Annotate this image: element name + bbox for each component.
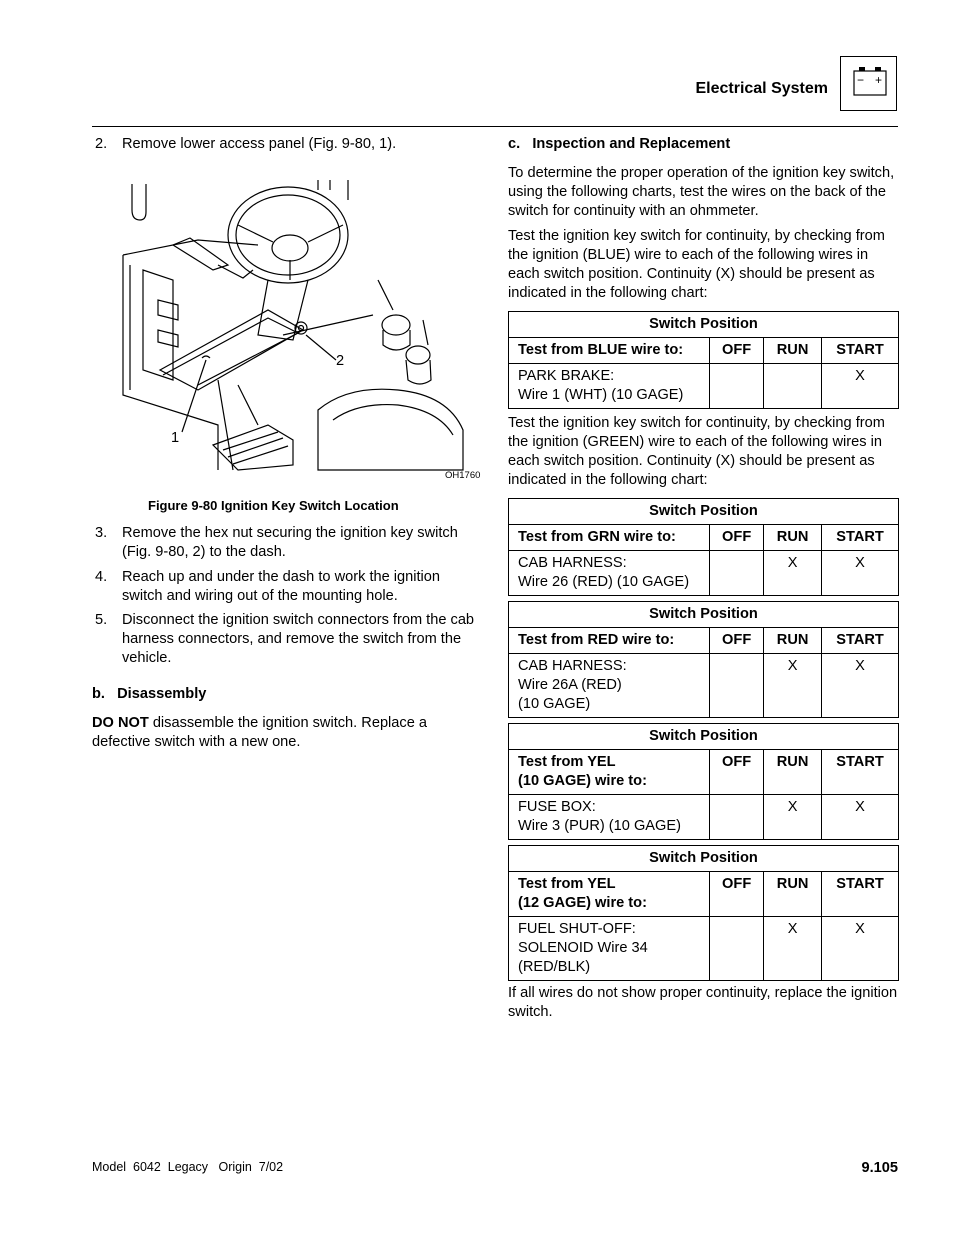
off-cell [710,364,764,409]
switch-table-red [508,601,899,718]
start-cell: X [822,795,899,840]
test-from-label: Test from GRN wire to: [509,525,710,551]
step-2-number: 2. [95,136,108,152]
switch-position-header: Switch Position [509,846,899,872]
wire-line-2: Wire 26 (RED) (10 GAGE) [518,574,690,590]
switch-table-yel-10 [508,723,899,840]
test-from-line-2: (12 GAGE) wire to: [518,895,647,911]
run-cell: X [764,795,822,840]
start-header: START [822,872,899,917]
wire-cell [509,364,710,409]
figure-caption: Figure 9-80 Ignition Key Switch Location [148,498,399,513]
off-header: OFF [710,525,764,551]
start-header: START [822,338,899,364]
wire-line-2: Wire 1 (WHT) (10 GAGE) [518,387,684,403]
start-cell: X [822,551,899,596]
disassembly-text: disassemble the ignition switch. Replace a defective switch with a new one. [92,715,428,750]
figure-code: OH1760 [445,470,481,481]
run-cell: X [764,551,822,596]
off-cell [710,654,764,718]
wire-cell [509,551,710,596]
wire-line-1: FUEL SHUT-OFF: [518,921,636,937]
wire-line-1: CAB HARNESS: [518,658,627,674]
wire-cell [509,654,710,718]
start-cell: X [822,654,899,718]
figure-callout-1: 1 [171,430,180,446]
run-header: RUN [764,628,822,654]
run-header: RUN [764,525,822,551]
battery-plus-icon: + [875,73,883,87]
blue-test-paragraph: Test the ignition key switch for continuity, by checking from the ignition (BLUE) wire to each of the following wires in each switch position. Continuity (X) should be present as indicated in the following chart: [508,228,885,301]
battery-icon [840,56,897,111]
switch-table-green [508,498,899,596]
switch-table-yel-12 [508,845,899,981]
off-header: OFF [710,872,764,917]
green-test-paragraph: Test the ignition key switch for continuity, by checking from the ignition (GREEN) wire to each of the following wires in each switch position. Continuity (X) should be present as indicated in the following chart: [508,415,885,488]
start-cell: X [822,917,899,981]
test-from-label [509,872,710,917]
step-2 [95,135,485,155]
run-cell [764,364,822,409]
test-from-label [509,750,710,795]
wire-line-2: Wire 26A (RED) [518,677,622,693]
start-cell: X [822,364,899,409]
section-title: Electrical System [695,80,828,97]
off-header: OFF [710,338,764,364]
step-4 [95,568,485,608]
wire-line-1: PARK BRAKE: [518,368,615,384]
step-3 [95,524,485,564]
inspection-heading: c. Inspection and Replacement [508,136,731,152]
disassembly-paragraph [92,714,482,752]
run-header: RUN [764,750,822,795]
wire-line-3: (RED/BLK) [518,959,591,975]
header-rule [92,126,898,127]
test-from-label: Test from BLUE wire to: [509,338,710,364]
off-cell [710,917,764,981]
intro-paragraph: To determine the proper operation of the ignition key switch, using the following charts, test the wires on the back of the switch for continuity with an ohmmeter. [508,165,895,219]
test-from-line-1: Test from YEL [518,754,616,770]
wire-line-3: (10 GAGE) [518,696,591,712]
step-3-number: 3. [95,525,108,541]
wire-line-1: CAB HARNESS: [518,555,627,571]
closing-paragraph: If all wires do not show proper continuity, replace the ignition switch. [508,985,898,1020]
start-header: START [822,750,899,795]
step-5-text: Disconnect the ignition switch connectors from the cab harness connectors, and remove the switch from the vehicle. [122,612,475,666]
wire-line-1: FUSE BOX: [518,799,596,815]
figure-illustration [118,170,483,485]
page-number: 9.105 [861,1160,898,1176]
off-cell [710,795,764,840]
footer-model-info: Model 6042 Legacy Origin 7/02 [92,1160,284,1174]
run-header: RUN [764,338,822,364]
wire-line-2: SOLENOID Wire 34 [518,940,648,956]
step-5-number: 5. [95,612,108,628]
step-4-text: Reach up and under the dash to work the ignition switch and wiring out of the mounting hole. [122,569,441,604]
switch-table-blue [508,311,899,409]
step-4-number: 4. [95,569,108,585]
start-header: START [822,628,899,654]
switch-position-header: Switch Position [509,602,899,628]
off-header: OFF [710,750,764,795]
step-2-text: Remove lower access panel (Fig. 9-80, 1). [122,136,397,152]
run-cell: X [764,917,822,981]
test-from-label: Test from RED wire to: [509,628,710,654]
switch-position-header: Switch Position [509,724,899,750]
test-from-line-1: Test from YEL [518,876,616,892]
battery-minus-icon: − [857,73,865,87]
wire-cell [509,917,710,981]
step-5 [95,611,485,671]
figure-callout-2: 2 [336,353,345,369]
disassembly-heading: b. Disassembly [92,686,207,702]
start-header: START [822,525,899,551]
switch-position-header: Switch Position [509,312,899,338]
step-3-text: Remove the hex nut securing the ignition key switch (Fig. 9-80, 2) to the dash. [122,525,458,560]
disassembly-warning: DO NOT [92,715,149,731]
off-cell [710,551,764,596]
run-header: RUN [764,872,822,917]
wire-cell [509,795,710,840]
wire-line-2: Wire 3 (PUR) (10 GAGE) [518,818,681,834]
switch-position-header: Switch Position [509,499,899,525]
test-from-line-2: (10 GAGE) wire to: [518,773,647,789]
run-cell: X [764,654,822,718]
off-header: OFF [710,628,764,654]
